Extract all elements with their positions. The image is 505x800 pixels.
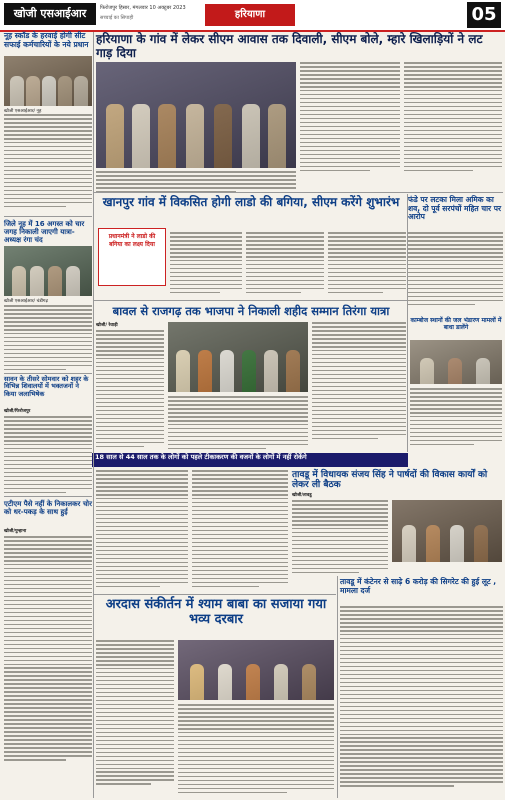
mid-body-b [168, 396, 308, 452]
divider [94, 192, 503, 193]
top-center-photo [96, 62, 296, 168]
bottom-headline: अरदास संकीर्तन में श्याम बाबा का सजाया गया भव्य दरबार [105, 597, 327, 627]
right-headline-1: फंडे पर लटका मिला अमिक का शव, दो पूर्व सरपंचों महित चार पर आरोप [408, 195, 502, 222]
newspaper-logo: खोजी एसआईआर [4, 3, 96, 25]
mid-photo [168, 322, 308, 392]
byline: खोजी/तावडू [292, 493, 312, 498]
page-number: 05 [467, 2, 501, 28]
right-body-1 [408, 232, 503, 308]
column-rule [337, 576, 338, 798]
column-rule [407, 194, 408, 452]
left-headline-2: जिले नूह में 16 अगस्त को चार जगह निकाली जाएगी यात्रा- अध्यक्ष रंगा चंद [4, 220, 85, 245]
right-photo-3 [392, 500, 502, 562]
left-body-4 [4, 536, 92, 763]
top-right-body-a [300, 62, 400, 174]
right-headline-3: तावडू में विधायक संजय सिंह ने पार्षदों की विकास कार्यों को लेकर ली बैठक [292, 470, 488, 491]
right-body-2 [410, 388, 502, 448]
right-headline-4: तावडू में कंटेनर से साढ़े 6 करोड़ की सिगरेट की हुई लूट , मामला दर्ज [340, 577, 497, 595]
top-right-body-b [404, 62, 502, 174]
center-body-c [328, 232, 406, 296]
divider [4, 496, 92, 497]
dateline: फिरोजपुर हिसार, मंगलवार 10 अक्टूबर 2023 [100, 5, 186, 11]
left-photo-2 [4, 246, 92, 296]
strip-headline: 18 साल से 44 साल तक के लोगों को पहले टीकाकरण की वजनों के लोगों में नहीं रोकेंगे [92, 453, 408, 467]
masthead [0, 0, 505, 32]
divider [4, 216, 92, 217]
right-headline-2: काम्बोज स्थानों की जल भंडारण मामलों में बाधा डालेंगे [410, 317, 502, 331]
divider [94, 594, 336, 595]
tagline: सच्चाई का सिपाही [100, 15, 134, 21]
section-label: हरियाणा [205, 4, 295, 26]
divider [4, 373, 92, 374]
mid-body-a [96, 330, 164, 450]
bottom-photo [178, 640, 334, 700]
left-body-3 [4, 416, 92, 496]
left-headline-4: एटीएम पैसे नहीं के निकालकर चोर को धर-पकड़ के साथ हुई [4, 500, 92, 517]
pull-quote: प्रधानमंत्री ने लाडो की बगिया का लक्ष्य दिया [98, 228, 166, 286]
left-top-body [4, 114, 92, 210]
byline: खोजी/ रेवाड़ी [96, 323, 118, 328]
photo-caption: खोजी एसआईआर/ नूह [4, 109, 42, 114]
mid-body-c [312, 322, 406, 442]
mid-low-body-b [192, 470, 288, 590]
right-photo [410, 340, 502, 384]
right-body-4 [340, 606, 503, 789]
left-body-2 [4, 305, 92, 373]
photo-caption: खोजी एसआईआर/ चंडीगढ़ [4, 299, 49, 304]
byline: खोजी/पुन्हाना [4, 529, 27, 534]
center-body-b [246, 232, 324, 296]
left-top-photo [4, 56, 92, 106]
center-headline: खानपुर गांव में विकसित होगी लाडो की बगिया, सीएम करेंगे शुभारंभ [102, 195, 400, 209]
bottom-body-b [178, 704, 334, 796]
main-headline: हरियाणा के गांव में लेकर सीएम आवास तक दिवाली, सीएम बोले, म्हारे खिलाड़ियों ने लट गाड़ दिया [96, 32, 483, 60]
mid-low-body-a [96, 470, 188, 590]
byline: खोजी/फिरोजपुर [4, 409, 31, 414]
mid-headline: बावल से राजगढ़ तक भाजपा ने निकाली शहीद सम्मान तिरंगा यात्रा [112, 304, 390, 318]
column-rule [93, 32, 94, 798]
center-body-a [170, 232, 242, 296]
divider [94, 300, 408, 301]
left-headline-3: सावन के तीसरे सोमवार को शहर के विभिन्न शिवालयों में भक्तजनों ने किया जलाभिषेक [4, 375, 89, 398]
bottom-body-a [96, 640, 174, 787]
right-body-3a [292, 500, 388, 576]
left-top-headline: नूह स्कॉड के हरवाई होगी सीट सफाई कर्मचारियों के नये प्रधान [4, 31, 89, 49]
